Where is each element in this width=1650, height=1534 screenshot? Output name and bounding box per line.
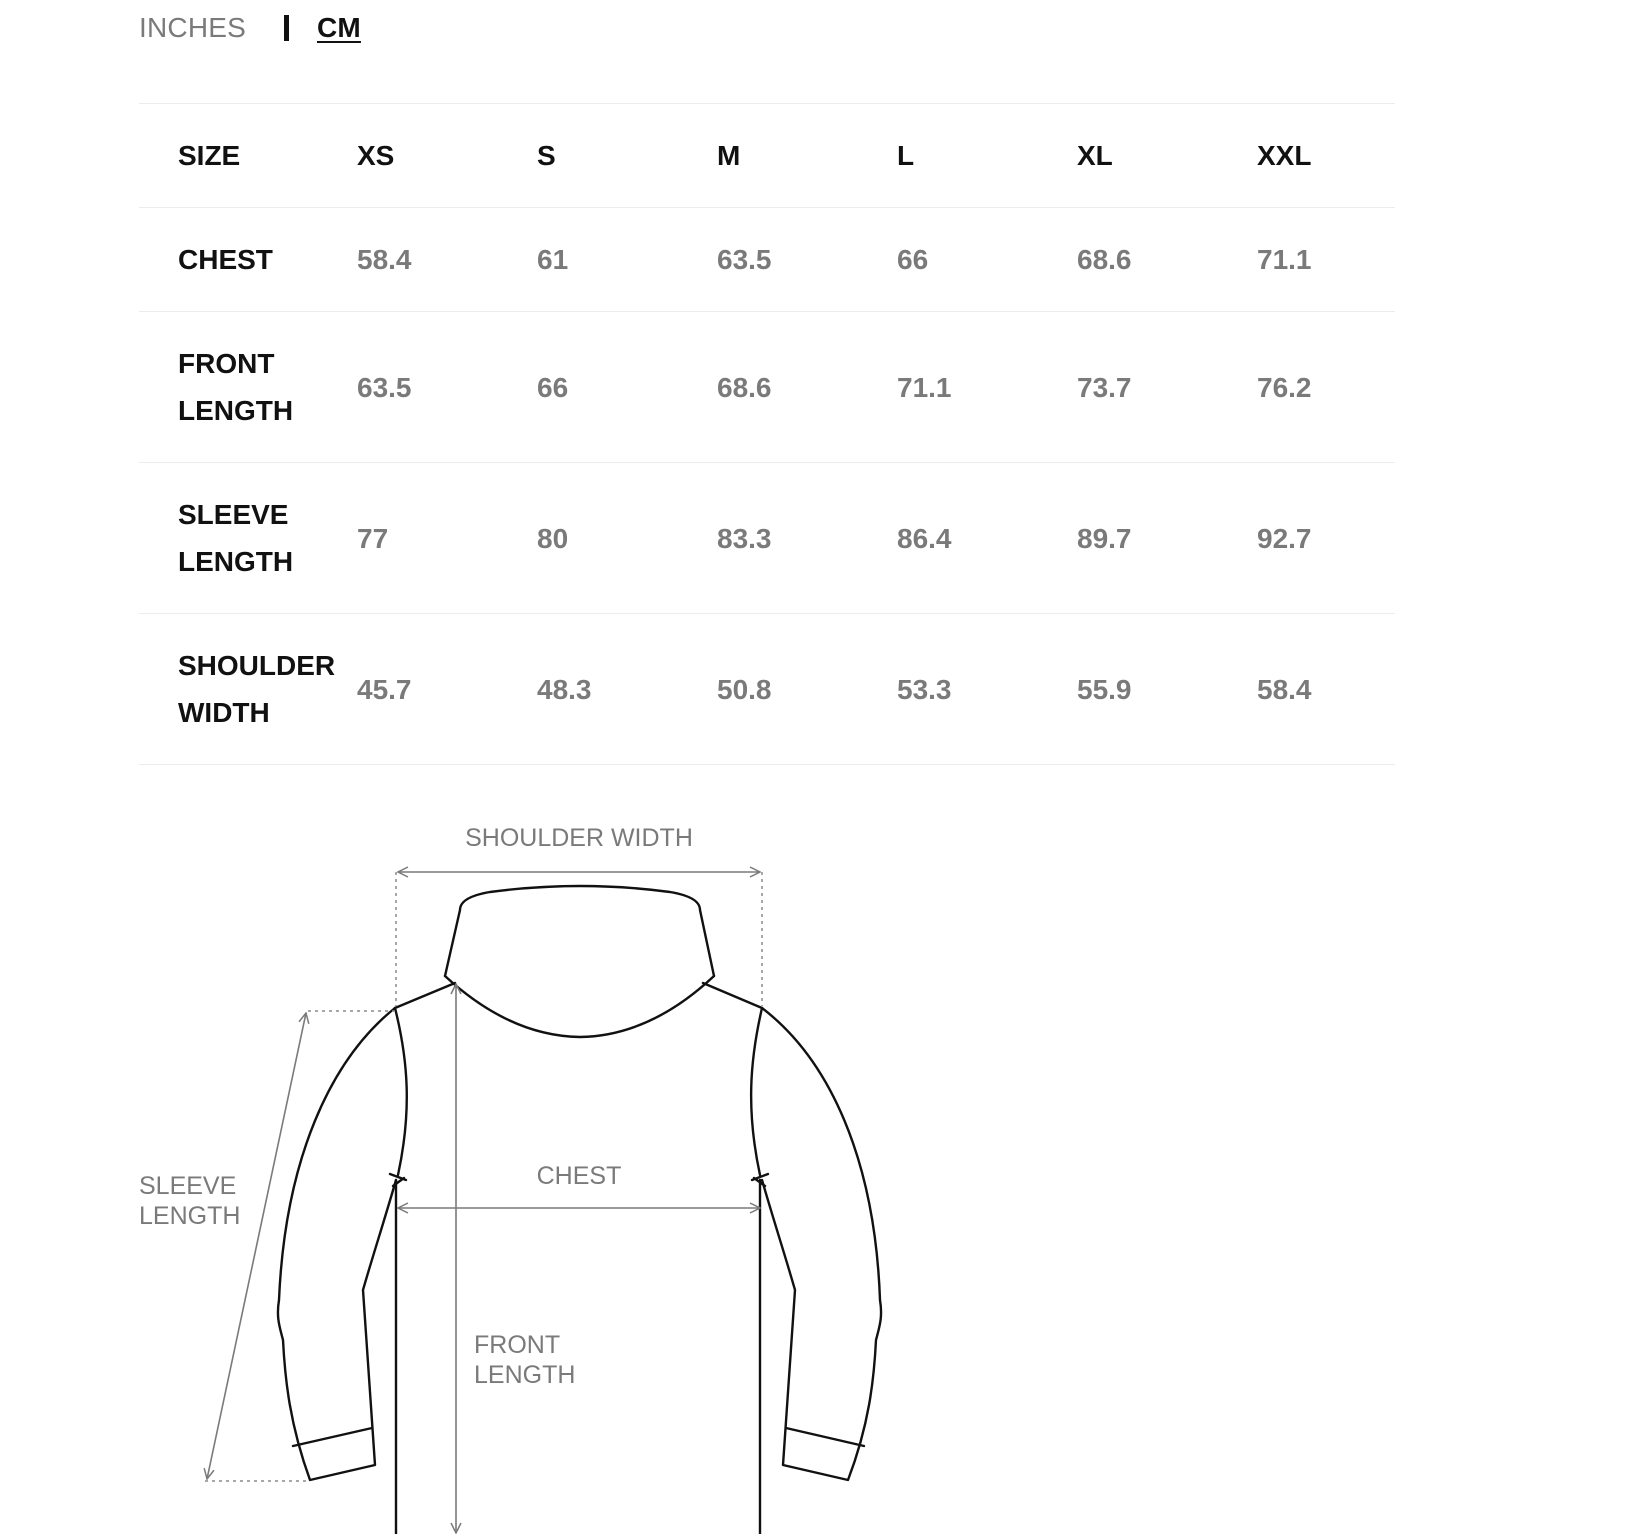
table-cell: 80 [537,522,569,554]
front-length-label-line2: LENGTH [474,1361,576,1389]
table-cell: 71.1 [1257,244,1312,275]
table-cell: 83.3 [717,522,772,554]
left-underarm-mark [390,1174,406,1186]
table-cell: 76.2 [1257,371,1312,403]
shoulder-width-label: SHOULDER WIDTH [465,824,693,852]
left-shoulder-outline [395,983,455,1008]
body-outline [396,1180,760,1534]
size-xs-header: XS [357,140,395,171]
table-cell: 45.7 [357,673,412,705]
right-sleeve-outline [762,1008,881,1480]
right-shoulder-outline [703,983,762,1008]
table-cell: 66 [897,244,929,275]
front-length-label-line1: FRONT [474,1331,561,1359]
hood-outline [445,886,714,976]
table-cell: 71.1 [897,371,952,403]
table-cell: 63.5 [717,244,772,275]
table-cell: 89.7 [1077,522,1132,554]
header-size-label: SIZE [178,140,241,171]
table-cell: 58.4 [357,244,412,275]
table-cell: 48.3 [537,673,592,705]
row-label-chest: CHEST [178,244,273,275]
row-label-front-length: FRONT LENGTH [178,348,294,426]
table-cell: 68.6 [1077,244,1132,275]
table-cell: 77 [357,522,389,554]
table-cell: 73.7 [1077,371,1132,403]
left-cuff-seam [293,1428,372,1446]
table-cell: 50.8 [717,673,772,705]
size-s-header: S [537,140,556,171]
table-cell: 86.4 [897,522,952,554]
row-label-shoulder-width: SHOULDER WIDTH [178,650,336,728]
right-cuff-seam [786,1428,864,1446]
neckline-outline [445,976,714,1037]
sleeve-length-label-line1: SLEEVE [139,1172,237,1200]
size-xl-header: XL [1077,140,1113,171]
table-cell: 92.7 [1257,522,1312,554]
size-l-header: L [897,140,915,171]
hoodie-outline [278,886,881,1534]
table-cell: 53.3 [897,673,952,705]
sleeve-length-label-line2: LENGTH [139,1202,241,1230]
table-cell: 61 [537,244,569,275]
table-cell: 68.6 [717,371,772,403]
table-cell: 55.9 [1077,673,1132,705]
left-armhole-seam [395,1008,407,1175]
row-label-sleeve-length: SLEEVE LENGTH [178,499,294,577]
size-xxl-header: XXL [1257,140,1312,171]
left-sleeve-outline [278,1008,396,1480]
table-cell: 66 [537,371,569,403]
right-armhole-seam [751,1008,762,1175]
inches-unit-link[interactable]: INCHES [139,12,246,43]
table-cell: 63.5 [357,371,412,403]
size-m-header: M [717,140,741,171]
chest-label: CHEST [536,1162,622,1190]
cm-unit-link[interactable]: CM [317,12,361,43]
table-cell: 58.4 [1257,673,1312,705]
